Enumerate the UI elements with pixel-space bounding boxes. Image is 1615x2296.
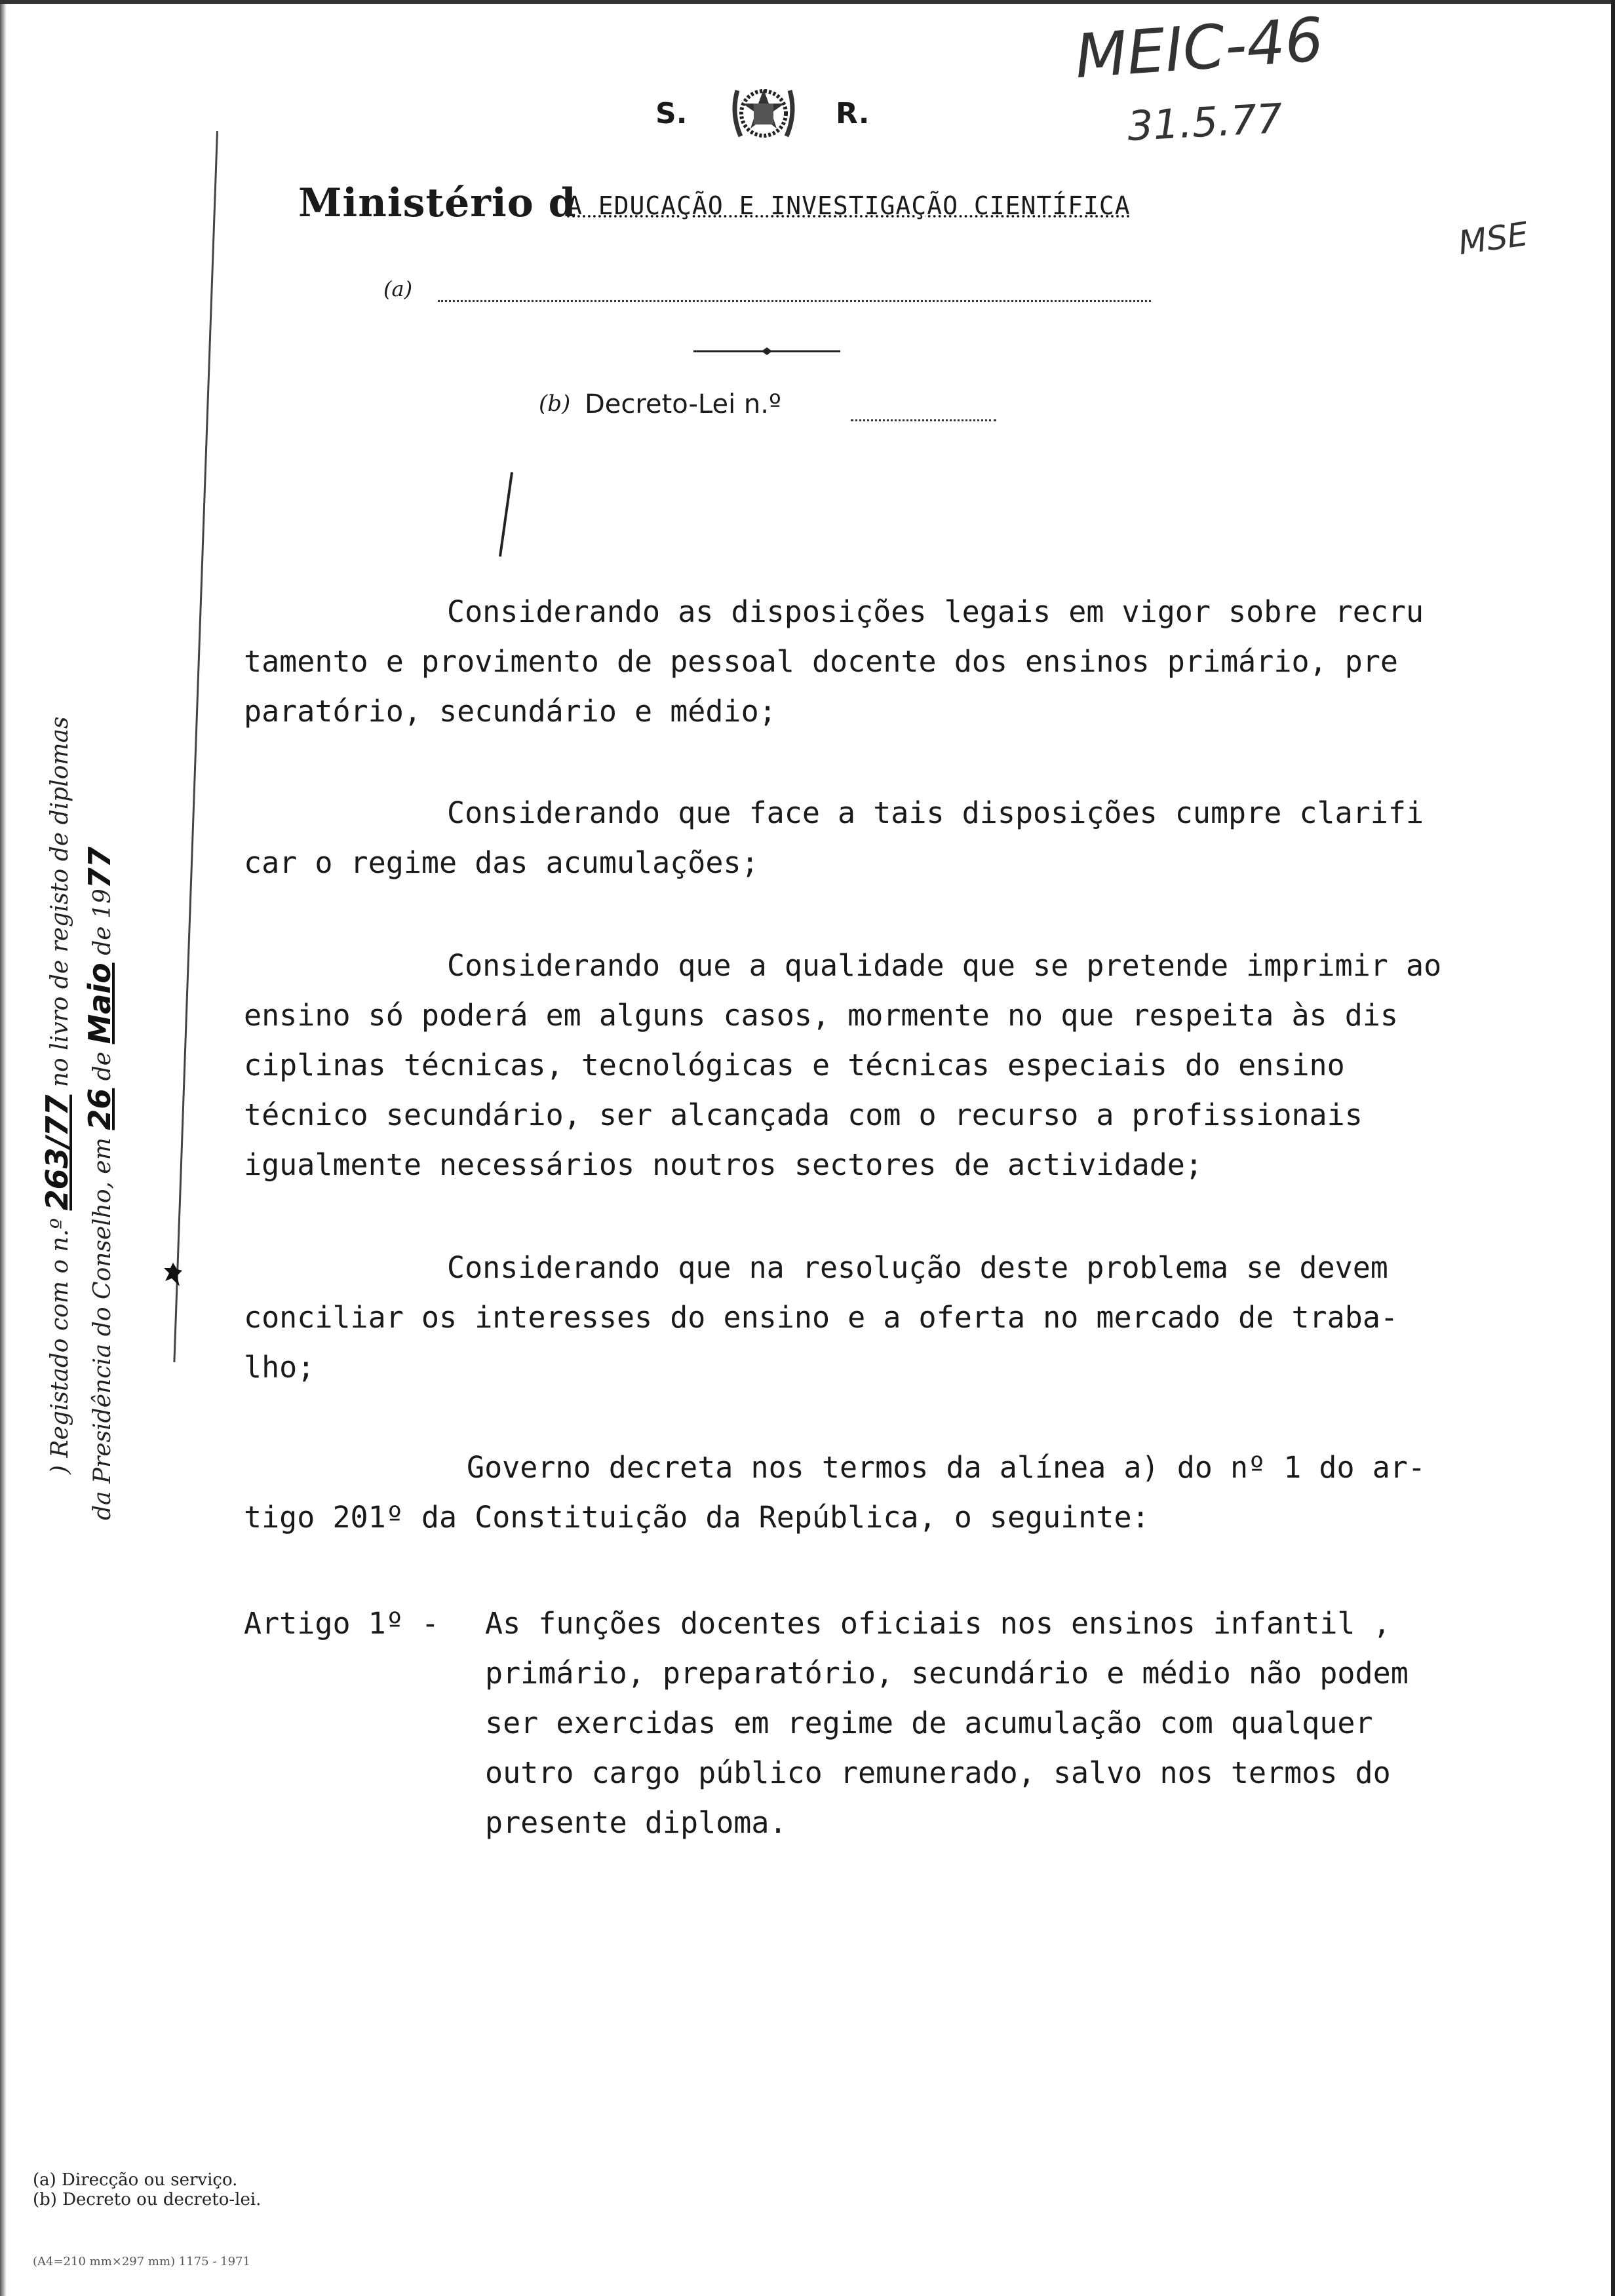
handwritten-initials: MSE [1456, 214, 1531, 263]
footnote-b: (b) Decreto ou decreto-lei. [33, 2190, 262, 2210]
footnote-a: (a) Direcção ou serviço. [33, 2170, 238, 2190]
registration-month: Maio [82, 963, 117, 1044]
paragraph-4: Considerando que na resolução deste problema se devem conciliar os interesses do ensino e a oferta no mercado de traba- lho; [244, 1250, 1398, 1385]
paragraph-1: Considerando as disposições legais em vigor sobre recru tamento e provimento de pessoal docente dos ensinos primário, pre paratório, secundário e médio; [244, 594, 1424, 729]
handwritten-reference: MEIC-46 [1072, 4, 1326, 92]
scan-right-border [1611, 0, 1615, 2296]
header-s-letter: S. [655, 97, 688, 130]
decree-label-b: (b) [539, 391, 571, 417]
article-1-text: As funções docentes oficiais nos ensinos infantil , primário, preparatório, secundário e médio não podem ser exercidas em regime de acumulação com qualquer outro cargo público remunerado, salvo nos termos do presente diploma. [485, 1606, 1409, 1840]
registration-year: 77 [82, 847, 117, 889]
print-reference: (A4=210 mm×297 mm) 1175 - 1971 [33, 2255, 250, 2268]
margin-rule-line [173, 131, 218, 1362]
field-a-dotted-line [438, 300, 1151, 302]
article-1-label: Artigo 1º - [244, 1606, 440, 1641]
ornament-divider [693, 346, 840, 355]
margin-registration-line-1: ) Registado com o n.º 263/77 no livro de registo de diplomas [39, 716, 75, 1474]
header-r-letter: R. [836, 97, 870, 130]
margin-mark [499, 472, 513, 556]
coat-of-arms-emblem [724, 77, 803, 149]
paragraph-2: Considerando que face a tais disposições cumpre clarifi car o regime das acumulações; [244, 795, 1424, 880]
ministry-name: A EDUCAÇÃO E INVESTIGAÇÃO CIENTÍFICA [567, 191, 1131, 220]
handwritten-date: 31.5.77 [1126, 94, 1284, 151]
scan-top-border [0, 0, 1615, 4]
registration-number: 263/77 [39, 1094, 75, 1211]
field-a-label: (a) [383, 277, 413, 301]
paragraph-3: Considerando que a qualidade que se pretende imprimir ao ensino só poderá em alguns casos, mormente no que respeita às dis ciplinas técnicas, tecnológicas e técnicas especiais do ensino técnico secundário, ser alcançada com o recurso a profissionais igualmente necessários noutros sectores de actividade; [244, 948, 1442, 1182]
footnotes [33, 2170, 261, 2210]
decree-label: Decreto-Lei n.º [585, 389, 781, 419]
paragraph-5: Governo decreta nos termos da alínea a) do nº 1 do ar- tigo 201º da Constituição da República, o seguinte: [244, 1450, 1426, 1535]
ink-blot [163, 1261, 184, 1288]
decree-number-dotted-line [851, 419, 996, 421]
registration-day: 26 [82, 1088, 117, 1130]
ministry-label: Ministério d [298, 180, 577, 226]
scan-edge-shadow [0, 0, 7, 2296]
margin-registration-line-2: da Presidência do Conselho, em 26 de Maio de 1977 [82, 847, 117, 1520]
